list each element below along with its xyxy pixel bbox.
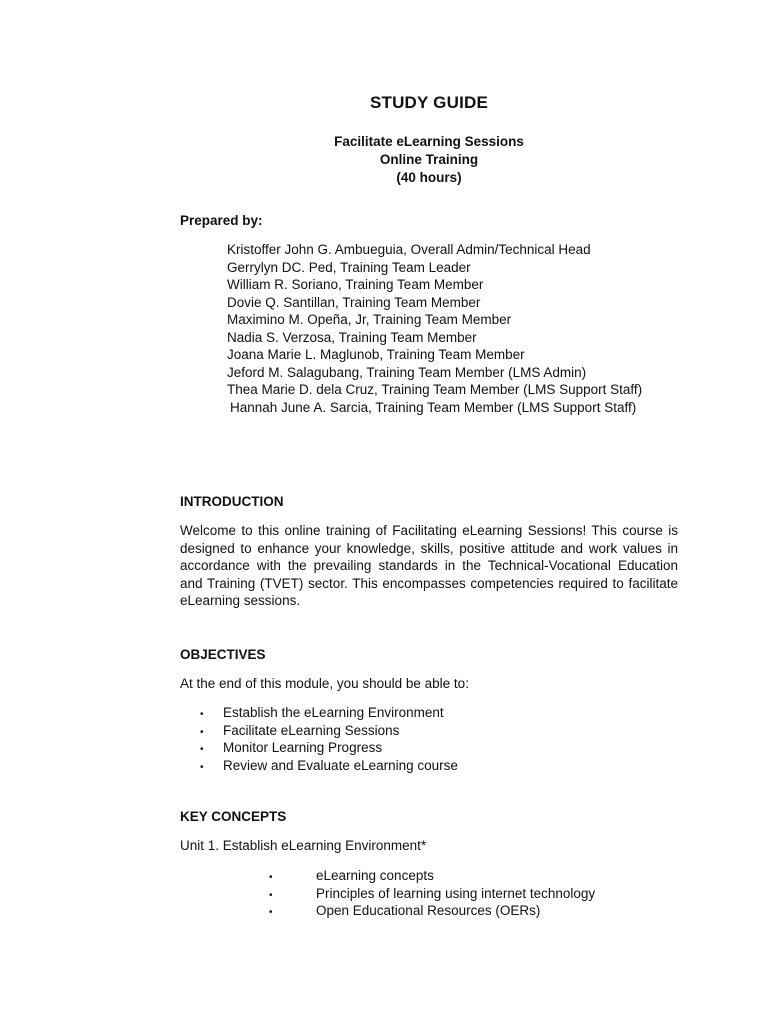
concept-item <box>269 867 595 885</box>
concept-item <box>269 902 595 920</box>
concept-text: Principles of learning using internet technology <box>316 885 596 901</box>
objective-item <box>200 757 458 775</box>
preparer-entry: Nadia S. Verzosa, Training Team Member <box>227 329 477 345</box>
preparer-entry: Joana Marie L. Maglunob, Training Team Member <box>227 347 525 362</box>
course-subtitle <box>0 133 768 187</box>
objective-text: Monitor Learning Progress <box>223 740 383 755</box>
introduction-paragraph: Welcome to this online training of Facilitating eLearning Sessions! This course is designed to enhance your knowledge, skills, positive attitude and work values in accordance with the prevailing standards in the Technical-Vocational Education and Training (TVET) sector. This encompasses competencies required to facilitate eLearning sessions. <box>180 523 678 608</box>
introduction-heading: INTRODUCTION <box>180 494 284 509</box>
objectives-list <box>200 704 458 774</box>
concept-text: eLearning concepts <box>316 868 434 883</box>
concept-item <box>269 885 595 903</box>
document-title: STUDY GUIDE <box>369 93 489 112</box>
bullet-icon: • <box>269 907 273 918</box>
course-mode: Online Training <box>379 152 479 167</box>
bullet-icon: • <box>200 709 204 720</box>
unit-title: Unit 1. Establish eLearning Environment* <box>180 838 427 853</box>
objective-item <box>200 739 458 757</box>
key-concepts-list <box>269 867 595 920</box>
bullet-icon: • <box>200 761 204 773</box>
preparer-entry: Jeford M. Salagubang, Training Team Member (LMS Admin) <box>227 364 587 380</box>
bullet-icon: • <box>269 872 273 883</box>
bullet-icon: • <box>269 889 273 901</box>
preparer-entry: Maximino M. Opeña, Jr, Training Team Member <box>227 312 512 327</box>
course-duration: (40 hours) <box>396 170 462 185</box>
objectives-lead: At the end of this module, you should be able to: <box>180 676 469 691</box>
preparer-entry: Hannah June A. Sarcia, Training Team Member (LMS Support Staff) <box>230 399 637 415</box>
preparer-entry: Thea Marie D. dela Cruz, Training Team Member (LMS Support Staff) <box>227 382 643 397</box>
preparers-list <box>227 241 642 416</box>
objective-text: Facilitate eLearning Sessions <box>223 722 400 738</box>
key-concepts-heading: KEY CONCEPTS <box>180 809 287 824</box>
preparer-entry: William R. Soriano, Training Team Member <box>227 277 484 292</box>
preparer-entry: Kristoffer John G. Ambueguia, Overall Admin/Technical Head <box>227 242 591 257</box>
objective-item <box>200 704 458 722</box>
course-name: Facilitate eLearning Sessions <box>334 134 524 149</box>
preparer-entry: Dovie Q. Santillan, Training Team Member <box>227 294 481 310</box>
objective-text: Review and Evaluate eLearning course <box>223 757 458 773</box>
bullet-icon: • <box>200 744 204 755</box>
preparer-entry: Gerrylyn DC. Ped, Training Team Leader <box>227 259 471 275</box>
prepared-by-label: Prepared by: <box>180 213 263 228</box>
bullet-icon: • <box>200 726 204 738</box>
objectives-heading: OBJECTIVES <box>180 647 266 662</box>
objective-item <box>200 722 458 740</box>
objective-text: Establish the eLearning Environment <box>223 705 444 720</box>
concept-text: Open Educational Resources (OERs) <box>316 903 541 918</box>
